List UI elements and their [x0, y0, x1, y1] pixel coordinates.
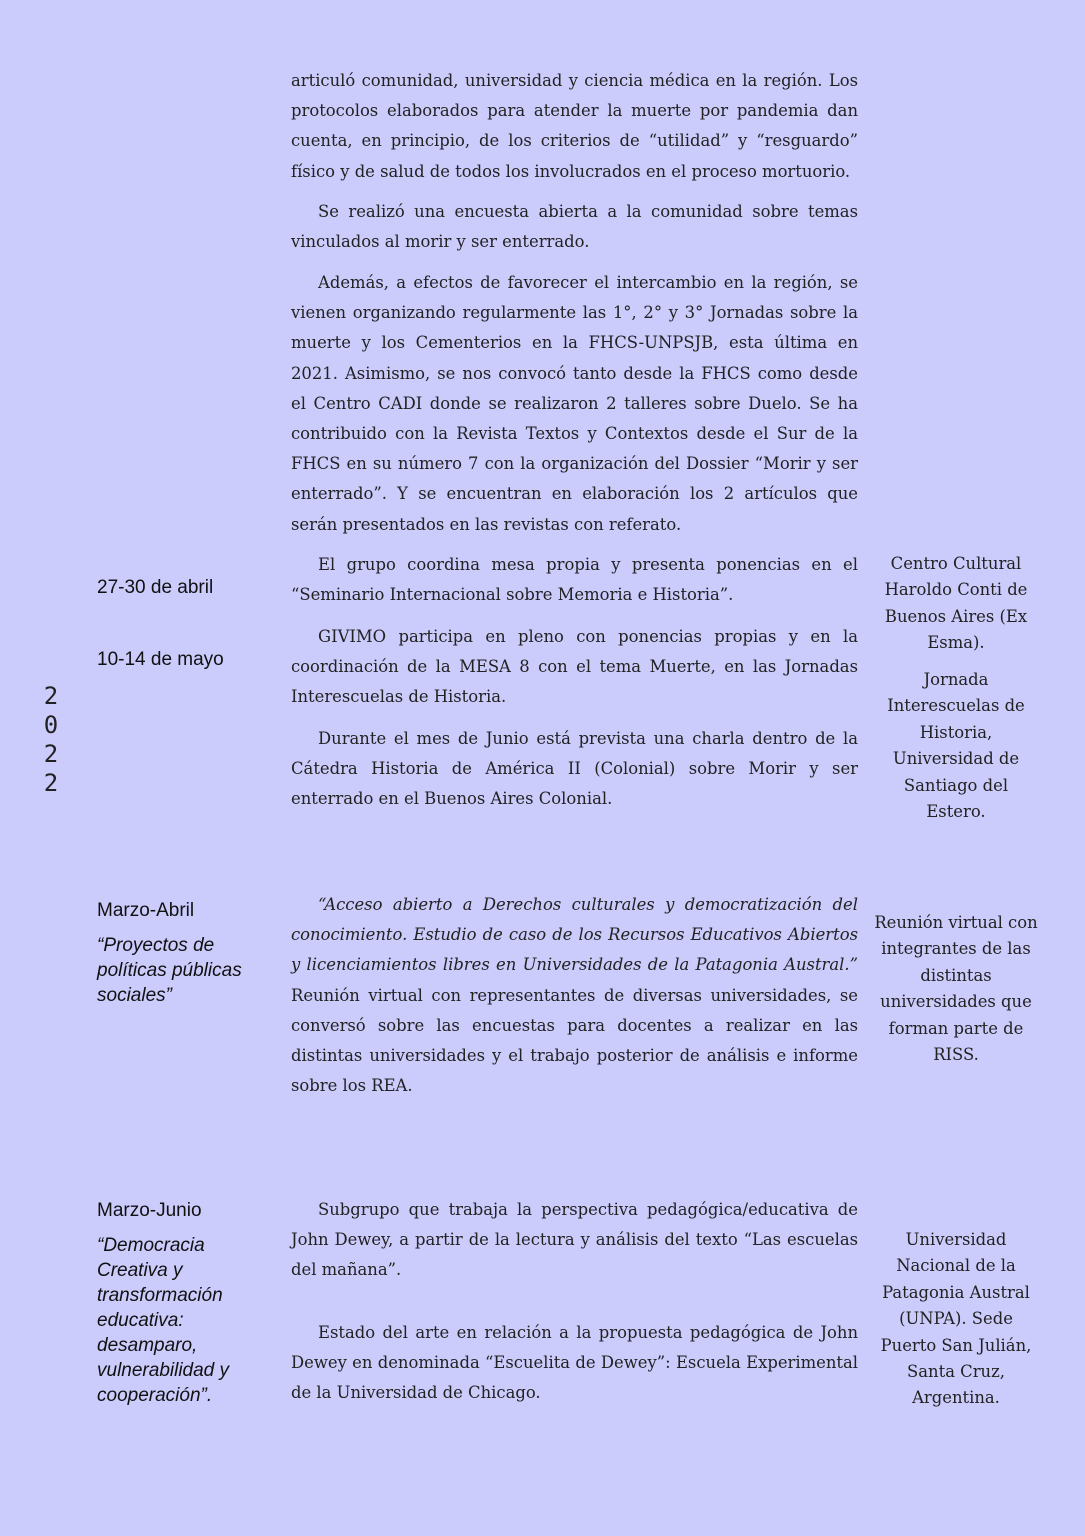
subtitle-democracia-creativa: “Democracia Creativa y transformación educativa: desamparo, vulnerabilidad y cooperación”. — [97, 1235, 230, 1406]
paragraph-reunion: Reunión virtual con representantes de diversas universidades, se conversó sobre las encuestas para docentes a realizar en las distintas universidades y el trabajo posterior de análisis e informe sobre los REA. — [291, 985, 858, 1096]
paragraph-givimo: GIVIMO participa en pleno con ponencias propias y en la coordinación de la MESA 8 con el tema Muerte, en las Jornadas Interescuelas de Historia. — [291, 627, 858, 707]
paragraph-protocols: articuló comunidad, universidad y ciencia médica en la región. Los protocolos elaborados para atender la muerte por pandemia dan cuenta, en principio, de los criterios de “utilidad” y “resguardo” físico y de salud de todos los involucrados en el proceso mortuorio. — [291, 71, 858, 181]
place-centro-cultural: Centro Cultural Haroldo Conti de Buenos Aires (Ex Esma). — [884, 554, 1028, 653]
year-label — [38, 682, 64, 798]
date-may: 10-14 de mayo — [97, 649, 224, 670]
year-digit: 2 — [43, 769, 59, 797]
date-marzo-abril: Marzo-Abril — [97, 900, 195, 921]
place-unpa: Universidad Nacional de la Patagonia Austral (UNPA). Sede Puerto San Julián, Santa Cruz, Argentina. — [880, 1230, 1032, 1408]
place-interescuelas: Jornada Interescuelas de Historia, Universidad de Santiago del Estero. — [887, 670, 1025, 822]
paragraph-seminario: El grupo coordina mesa propia y presenta ponencias en el “Seminario Internacional sobre Memoria e Historia”. — [291, 555, 858, 605]
subtitle-politicas-publicas: “Proyectos de políticas públicas sociales” — [97, 935, 242, 1006]
project-title: “Acceso abierto a Derechos culturales y democratización del conocimiento. Estudio de caso de los Recursos Educativos Abiertos y licenciamientos libres en Universidades de la Patagonia Austral.” — [291, 895, 858, 975]
paragraph-estado-arte: Estado del arte en relación a la propuesta pedagógica de John Dewey en denominada “Escuelita de Dewey”: Escuela Experimental de la Universidad de Chicago. — [291, 1323, 858, 1403]
paragraph-charla: Durante el mes de Junio está prevista una charla dentro de la Cátedra Historia de América II (Colonial) sobre Morir y ser enterrado en el Buenos Aires Colonial. — [291, 729, 858, 809]
date-april: 27-30 de abril — [97, 577, 214, 598]
year-digit: 2 — [43, 682, 59, 710]
place-reunion-virtual: Reunión virtual con integrantes de las distintas universidades que forman parte de RISS. — [874, 913, 1038, 1065]
paragraph-acceso-abierto — [291, 890, 858, 1101]
paragraph-jornadas: Además, a efectos de favorecer el intercambio en la región, se vienen organizando regularmente las 1°, 2° y 3° Jornadas sobre la muerte y los Cementerios en la FHCS-UNPSJB, esta última en 2021. Asimismo, se nos convocó tanto desde la FHCS como desde el Centro CADI donde se realizaron 2 talleres sobre Duelo. Se ha contribuido con la Revista Textos y Contextos desde el Sur de la FHCS en su número 7 con la organización del Dossier “Morir y ser enterrado”. Y se encuentran en elaboración los 2 artículos que serán presentados en las revistas con referato. — [291, 273, 858, 534]
paragraph-subgrupo: Subgrupo que trabaja la perspectiva pedagógica/educativa de John Dewey, a partir de la lectura y análisis del texto “Las escuelas del mañana”. — [291, 1200, 858, 1280]
paragraph-survey: Se realizó una encuesta abierta a la comunidad sobre temas vinculados al morir y ser enterrado. — [291, 202, 858, 252]
date-marzo-junio: Marzo-Junio — [97, 1200, 202, 1221]
year-digit: 2 — [43, 740, 59, 768]
year-digit: 0 — [43, 711, 59, 739]
